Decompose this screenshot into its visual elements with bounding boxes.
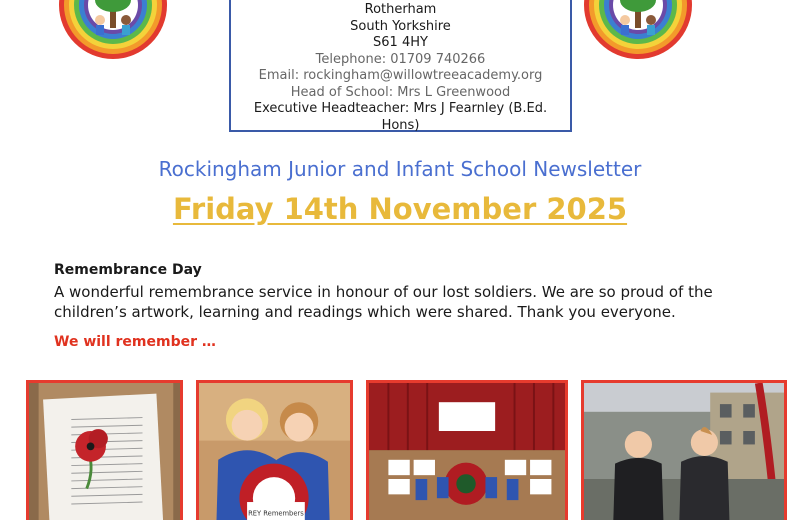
school-logo-right bbox=[583, 0, 693, 60]
email-line[interactable]: Email: rockingham@willowtreeacademy.org bbox=[258, 68, 543, 83]
remember-line: We will remember … bbox=[54, 334, 216, 350]
telephone-line: Telephone: 01709 740266 bbox=[315, 51, 486, 67]
newsletter-date: Friday 14th November 2025 bbox=[172, 192, 628, 226]
wreath-sign-text: REY Remembers bbox=[248, 509, 304, 518]
section-heading: Remembrance Day bbox=[54, 262, 202, 278]
photo-poppy-artwork bbox=[26, 380, 183, 520]
school-address-box bbox=[229, 0, 572, 132]
address-line-town: Rotherham bbox=[364, 2, 437, 17]
address-line-postcode: S61 4HY bbox=[373, 35, 428, 50]
address-line-county: South Yorkshire bbox=[350, 18, 451, 34]
photo-hall-display bbox=[366, 380, 568, 520]
executive-head-line-2: Hons) bbox=[381, 117, 420, 133]
executive-head-line: Executive Headteacher: Mrs J Fearnley (B.Ed. bbox=[253, 101, 548, 116]
section-body: A wonderful remembrance service in honour of our lost soldiers. We are so proud of the children’s artwork, learning and readings which were shared. Thank you everyone. bbox=[54, 283, 713, 321]
newsletter-title: Rockingham Junior and Infant School Newsletter bbox=[158, 157, 642, 181]
photo-children-wreath bbox=[196, 380, 353, 520]
school-logo-left bbox=[58, 0, 168, 60]
photo-outdoor-service bbox=[581, 380, 787, 520]
head-of-school-line: Head of School: Mrs L Greenwood bbox=[290, 84, 511, 100]
